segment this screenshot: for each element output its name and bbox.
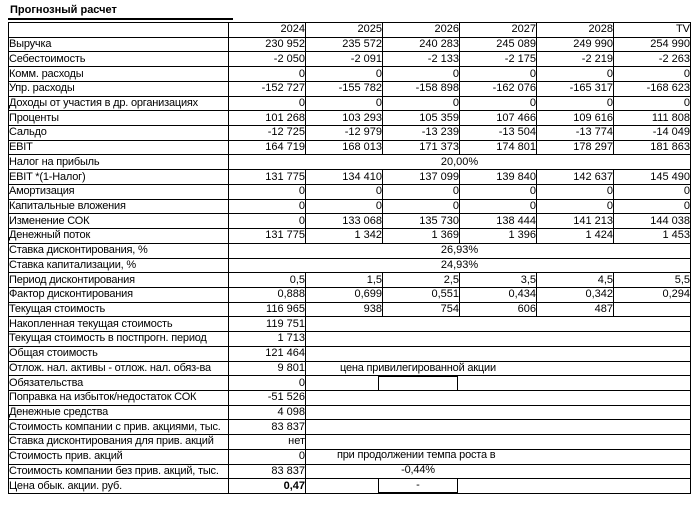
cell-value: 0 — [614, 96, 691, 111]
cell-value: 2,5 — [383, 273, 460, 288]
row-label: Обязательства — [9, 376, 229, 391]
cell-value: 0 — [537, 184, 614, 199]
row-label: Упр. расходы — [9, 81, 229, 96]
row-label: Доходы от участия в др. организациях — [9, 96, 229, 111]
cell-value: -162 076 — [460, 81, 537, 96]
cell-value: 1 342 — [306, 229, 383, 244]
cell-value: 168 013 — [306, 140, 383, 155]
cell-value: 144 038 — [614, 214, 691, 229]
cell-value: 9 801 — [229, 361, 306, 376]
cell-value: 4 098 — [229, 405, 306, 420]
cell-value: -14 049 — [614, 126, 691, 141]
corner-cell — [9, 23, 229, 38]
cell-value: 109 616 — [537, 111, 614, 126]
row-label: Себестоимость — [9, 52, 229, 67]
cell-value: 0,294 — [614, 287, 691, 302]
year-column-header: TV — [614, 23, 691, 38]
table-row — [9, 464, 691, 479]
cell-value: 107 466 — [460, 111, 537, 126]
cell-value: 1 396 — [460, 229, 537, 244]
year-column-header: 2028 — [537, 23, 614, 38]
cell-value: 0,888 — [229, 287, 306, 302]
empty-area — [306, 346, 691, 361]
cell-value: 0 — [383, 96, 460, 111]
cell-value: 0 — [306, 184, 383, 199]
table-row — [9, 96, 691, 111]
cell-value: 178 297 — [537, 140, 614, 155]
cell-value: 131 775 — [229, 229, 306, 244]
table-row — [9, 479, 691, 494]
cell-value: 139 840 — [460, 170, 537, 185]
table-row — [9, 332, 691, 347]
cell-value: 142 637 — [537, 170, 614, 185]
cell-value: 131 775 — [229, 170, 306, 185]
cell-value: 230 952 — [229, 37, 306, 52]
cell-value: 103 293 — [306, 111, 383, 126]
table-row — [9, 346, 691, 361]
cell-value: 0,47 — [229, 479, 306, 494]
cell-value: -152 727 — [229, 81, 306, 96]
cell-value: 606 — [460, 302, 537, 317]
cell-value: 3,5 — [460, 273, 537, 288]
table-row — [9, 199, 691, 214]
growth-continuation-label: при продолжении темпа роста в — [337, 449, 496, 461]
cell-value: 754 — [383, 302, 460, 317]
table-row — [9, 243, 691, 258]
forecast-table-body — [9, 23, 691, 494]
table-row — [9, 81, 691, 96]
merged-cell-value: 24,93% — [229, 258, 691, 273]
cell-value: 1 369 — [383, 229, 460, 244]
table-row — [9, 376, 691, 391]
cell-value: 0 — [229, 199, 306, 214]
cell-value: 5,5 — [614, 273, 691, 288]
row-label: Стоимость компании без прив. акций, тыс. — [9, 464, 229, 479]
cell-value: 181 863 — [614, 140, 691, 155]
cell-value: 1 424 — [537, 229, 614, 244]
cell-value: 0 — [229, 96, 306, 111]
row-label: Стоимость прив. акций — [9, 449, 229, 464]
empty-area — [306, 405, 691, 420]
cell-value: -2 091 — [306, 52, 383, 67]
cell-value: -13 239 — [383, 126, 460, 141]
cell-value: 0 — [229, 449, 306, 464]
cell-value: 0,5 — [229, 273, 306, 288]
table-row — [9, 184, 691, 199]
cell-value: 0 — [383, 199, 460, 214]
row-label: Комм. расходы — [9, 67, 229, 82]
cell-value: 105 359 — [383, 111, 460, 126]
cell-value: 0 — [460, 184, 537, 199]
row-label: Выручка — [9, 37, 229, 52]
preferred-share-price-box — [378, 376, 458, 391]
cell-value: -51 526 — [229, 390, 306, 405]
cell-value: 254 990 — [614, 37, 691, 52]
table-row — [9, 405, 691, 420]
empty-area — [306, 317, 691, 332]
cell-value: 121 464 — [229, 346, 306, 361]
table-row — [9, 52, 691, 67]
cell-value: -2 263 — [614, 52, 691, 67]
cell-value: 1 453 — [614, 229, 691, 244]
cell-value: 0,342 — [537, 287, 614, 302]
cell-value: 235 572 — [306, 37, 383, 52]
row-label: Отлож. нал. активы - отлож. нал. обяз-ва — [9, 361, 229, 376]
cell-value: 141 213 — [537, 214, 614, 229]
row-label: Поправка на избыток/недостаток СОК — [9, 390, 229, 405]
growth-rate-value: -0,44% — [401, 464, 435, 476]
cell-value: 0 — [229, 67, 306, 82]
table-row — [9, 229, 691, 244]
preferred-share-price-label: цена привилегированной акции — [340, 362, 496, 374]
table-row — [9, 170, 691, 185]
row-label: Ставка дисконтирования для прив. акций — [9, 435, 229, 450]
cell-value: -2 050 — [229, 52, 306, 67]
cell-value: 137 099 — [383, 170, 460, 185]
table-row — [9, 126, 691, 141]
row-label: Сальдо — [9, 126, 229, 141]
cell-value: -158 898 — [383, 81, 460, 96]
cell-value: 164 719 — [229, 140, 306, 155]
cell-value: 133 068 — [306, 214, 383, 229]
cell-value: 0 — [383, 184, 460, 199]
empty-area — [306, 376, 691, 391]
cell-value: -155 782 — [306, 81, 383, 96]
cell-value: 0,699 — [306, 287, 383, 302]
cell-value: 101 268 — [229, 111, 306, 126]
cell-value: 138 444 — [460, 214, 537, 229]
table-row — [9, 155, 691, 170]
table-row — [9, 140, 691, 155]
row-label: Капитальные вложения — [9, 199, 229, 214]
cell-value: 171 373 — [383, 140, 460, 155]
row-label: Налог на прибыль — [9, 155, 229, 170]
table-header-row — [9, 23, 691, 38]
cell-value: -12 979 — [306, 126, 383, 141]
row-label: Денежный поток — [9, 229, 229, 244]
growth-result-box: - — [378, 478, 458, 493]
cell-value: 83 837 — [229, 420, 306, 435]
row-label: Проценты — [9, 111, 229, 126]
cell-value: 0 — [614, 184, 691, 199]
cell-value — [614, 302, 691, 317]
year-column-header: 2025 — [306, 23, 383, 38]
table-row — [9, 302, 691, 317]
cell-value: 0 — [537, 96, 614, 111]
cell-value: 134 410 — [306, 170, 383, 185]
cell-value: 240 283 — [383, 37, 460, 52]
cell-value: 1 713 — [229, 332, 306, 347]
empty-area — [306, 435, 691, 450]
cell-value: 245 089 — [460, 37, 537, 52]
year-column-header: 2026 — [383, 23, 460, 38]
cell-value: -2 175 — [460, 52, 537, 67]
cell-value: 249 990 — [537, 37, 614, 52]
table-row — [9, 390, 691, 405]
page-title: Прогнозный расчет — [8, 4, 233, 20]
table-row — [9, 37, 691, 52]
empty-area — [306, 390, 691, 405]
cell-value: -2 219 — [537, 52, 614, 67]
empty-area — [306, 420, 691, 435]
cell-value: 0 — [460, 67, 537, 82]
cell-value: 0,551 — [383, 287, 460, 302]
merged-cell-value: 20,00% — [229, 155, 691, 170]
table-row — [9, 287, 691, 302]
row-label: Период дисконтирования — [9, 273, 229, 288]
row-label: Текущая стоимость в постпрогн. период — [9, 332, 229, 347]
row-label: Ставка капитализации, % — [9, 258, 229, 273]
cell-value: -2 133 — [383, 52, 460, 67]
cell-value: 0 — [306, 199, 383, 214]
row-label: Цена обык. акции. руб. — [9, 479, 229, 494]
table-row — [9, 214, 691, 229]
cell-value: 0 — [537, 199, 614, 214]
cell-value: -12 725 — [229, 126, 306, 141]
year-column-header: 2024 — [229, 23, 306, 38]
row-label: Накопленная текущая стоимость — [9, 317, 229, 332]
table-row — [9, 111, 691, 126]
row-label: Фактор дисконтирования — [9, 287, 229, 302]
cell-value: 145 490 — [614, 170, 691, 185]
empty-area — [306, 479, 691, 494]
row-label: Изменение СОК — [9, 214, 229, 229]
row-label: Текущая стоимость — [9, 302, 229, 317]
cell-value: 0 — [229, 376, 306, 391]
cell-value: 1,5 — [306, 273, 383, 288]
cell-value: 119 751 — [229, 317, 306, 332]
cell-value: 0 — [614, 199, 691, 214]
cell-value: 0,434 — [460, 287, 537, 302]
cell-value: -168 623 — [614, 81, 691, 96]
cell-value: 0 — [383, 67, 460, 82]
cell-value: 938 — [306, 302, 383, 317]
table-row — [9, 273, 691, 288]
table-row — [9, 67, 691, 82]
cell-value: -13 504 — [460, 126, 537, 141]
year-column-header: 2027 — [460, 23, 537, 38]
row-label: Денежные средства — [9, 405, 229, 420]
row-label: EBIT — [9, 140, 229, 155]
cell-value: нет — [229, 435, 306, 450]
row-label: EBIT *(1-Налог) — [9, 170, 229, 185]
merged-cell-value: 26,93% — [229, 243, 691, 258]
table-row — [9, 317, 691, 332]
cell-value: 0 — [460, 96, 537, 111]
cell-value: 0 — [229, 184, 306, 199]
row-label: Амортизация — [9, 184, 229, 199]
cell-value: 487 — [537, 302, 614, 317]
cell-value: 83 837 — [229, 464, 306, 479]
empty-area — [306, 332, 691, 347]
forecast-table — [8, 22, 691, 494]
cell-value: 0 — [460, 199, 537, 214]
row-label: Общая стоимость — [9, 346, 229, 361]
table-row — [9, 420, 691, 435]
cell-value: -13 774 — [537, 126, 614, 141]
cell-value: 174 801 — [460, 140, 537, 155]
cell-value: 0 — [614, 67, 691, 82]
cell-value: 0 — [306, 67, 383, 82]
cell-value: 0 — [306, 96, 383, 111]
cell-value: 135 730 — [383, 214, 460, 229]
cell-value: -165 317 — [537, 81, 614, 96]
table-row — [9, 258, 691, 273]
cell-value: 111 808 — [614, 111, 691, 126]
row-label: Ставка дисконтирования, % — [9, 243, 229, 258]
cell-value: 4,5 — [537, 273, 614, 288]
row-label: Стоимость компании с прив. акциями, тыс. — [9, 420, 229, 435]
cell-value: 0 — [537, 67, 614, 82]
cell-value: 0 — [229, 214, 306, 229]
table-row — [9, 435, 691, 450]
empty-area — [306, 464, 691, 479]
cell-value: 116 965 — [229, 302, 306, 317]
